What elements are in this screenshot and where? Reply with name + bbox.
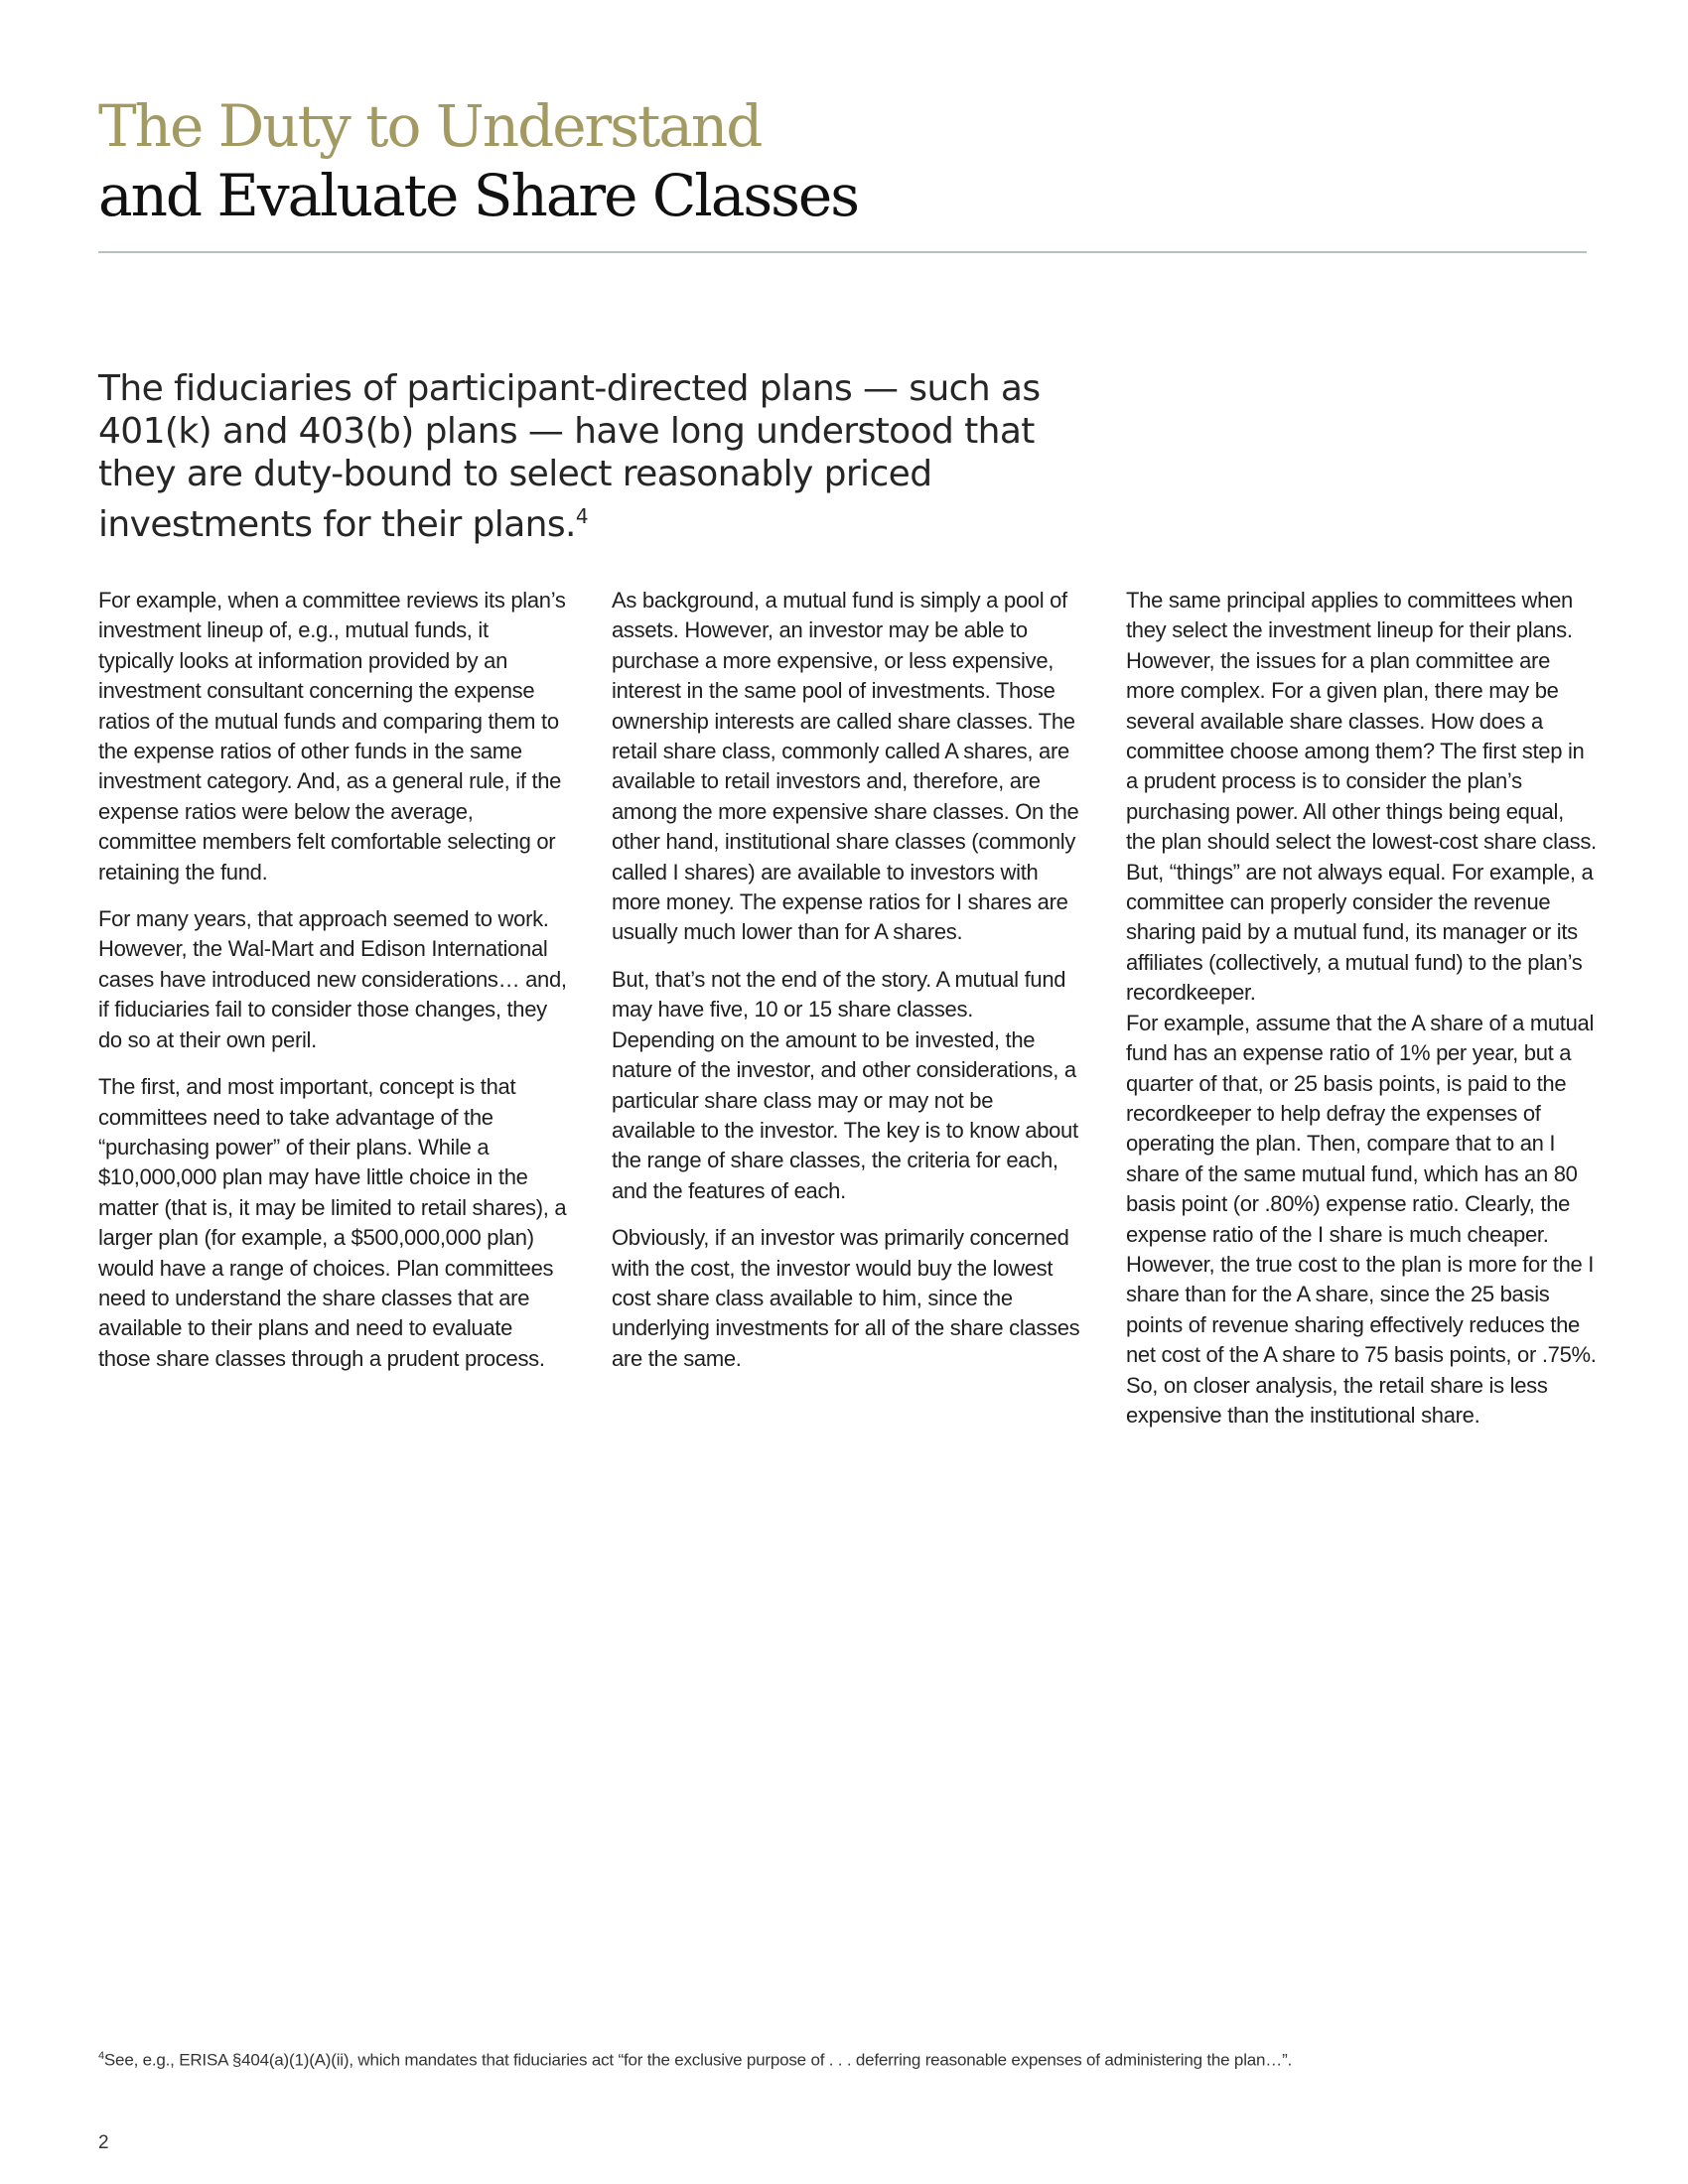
lead-footnote-ref: 4 [575, 504, 589, 528]
column-1-paragraph-1: For example, when a committee reviews its plan’s investment lineup of, e.g., mutual funds, it typically looks at information provided by an investment consultant concerning the expense ratios of the mutual funds and comparing them to the expense ratios of other funds in the same investment category. And, as a general rule, if the expense ratios were below the average, committee members felt comfortable selecting or retaining the fund. [98, 588, 566, 885]
body-column-3 [1126, 586, 1598, 1447]
lead-text: The fiduciaries of participant-directed plans — such as 401(k) and 403(b) plans — have long understood that they are duty-bound to select reasonably priced investments for their plans. [98, 368, 1041, 545]
column-3-paragraph-2: For example, assume that the A share of a mutual fund has an expense ratio of 1% per year, but a quarter of that, or 25 basis points, is paid to the recordkeeper to help defray the expenses of operating the plan. Then, compare that to an I share of the same mutual fund, which has an 80 basis point (or .80%) expense ratio. Clearly, the expense ratio of the I share is much cheaper. However, the true cost to the plan is more for the I share than for the A share, since the 25 basis points of revenue sharing effectively reduces the net cost of the A share to 75 basis points, or .75%. So, on closer analysis, the retail share is less expensive than the institutional share. [1126, 1010, 1597, 1428]
column-2-paragraph-1: As background, a mutual fund is simply a pool of assets. However, an investor may be able to purchase a more expensive, or less expensive, interest in the same pool of investments. Those ownership interests are called share classes. The retail share class, commonly called A shares, are available to retail investors and, therefore, are among the more expensive share classes. On the other hand, institutional share classes (commonly called I shares) are available to investors with more money. The expense ratios for I shares are usually much lower than for A shares. [612, 588, 1079, 945]
footnote [98, 2045, 1588, 2072]
column-1-paragraph-3: The first, and most important, concept is that committees need to take advantage of the “purchasing power” of their plans. While a $10,000,000 plan may have little choice in the matter (that is, it may be limited to retail shares), a larger plan (for example, a $500,000,000 plan) would have a range of choices. Plan committees need to understand the share classes that are available to their plans and need to evaluate those share classes through a prudent process. [98, 1074, 567, 1371]
page-title [98, 91, 858, 230]
title-line-2: and Evaluate Share Classes [98, 162, 859, 229]
column-1-paragraph-2: For many years, that approach seemed to work. However, the Wal-Mart and Edison International cases have introduced new considerations… and, if fiduciaries fail to consider those changes, they do so at their own peril. [98, 906, 567, 1052]
column-2-paragraph-2: But, that’s not the end of the story. A mutual fund may have five, 10 or 15 share classes. Depending on the amount to be invested, the nature of the investor, and other considerations, a particular share class may or may not be available to the investor. The key is to know about the range of share classes, the criteria for each, and the features of each. [612, 966, 1078, 1203]
footnote-text: See, e.g., ERISA §404(a)(1)(A)(ii), which mandates that fiduciaries act “for the exclusive purpose of . . . deferring reasonable expenses of administering the plan…”. [103, 2050, 1293, 2070]
footnote-number: 4 [98, 2050, 104, 2062]
page-number: 2 [98, 2132, 109, 2153]
body-column-1 [98, 586, 567, 1391]
title-line-1: The Duty to Understand [98, 92, 762, 160]
body-column-2 [612, 586, 1080, 1391]
column-3-paragraph-1: The same principal applies to committees when they select the investment lineup for their plans. However, the issues for a plan committee are more complex. For a given plan, there may be several available share classes. How does a committee choose among them? The first step in a prudent process is to consider the plan’s purchasing power. All other things being equal, the plan should select the lowest-cost share class. But, “things” are not always equal. For example, a committee can properly consider the revenue sharing paid by a mutual fund, its manager or its affiliates (collectively, a mutual fund) to the plan’s recordkeeper. [1126, 588, 1597, 1006]
column-2-paragraph-3: Obviously, if an investor was primarily concerned with the cost, the investor would buy the lowest cost share class available to him, since the underlying investments for all of the share classes are the same. [612, 1225, 1080, 1371]
title-divider [98, 251, 1587, 253]
lead-paragraph [98, 367, 1071, 546]
